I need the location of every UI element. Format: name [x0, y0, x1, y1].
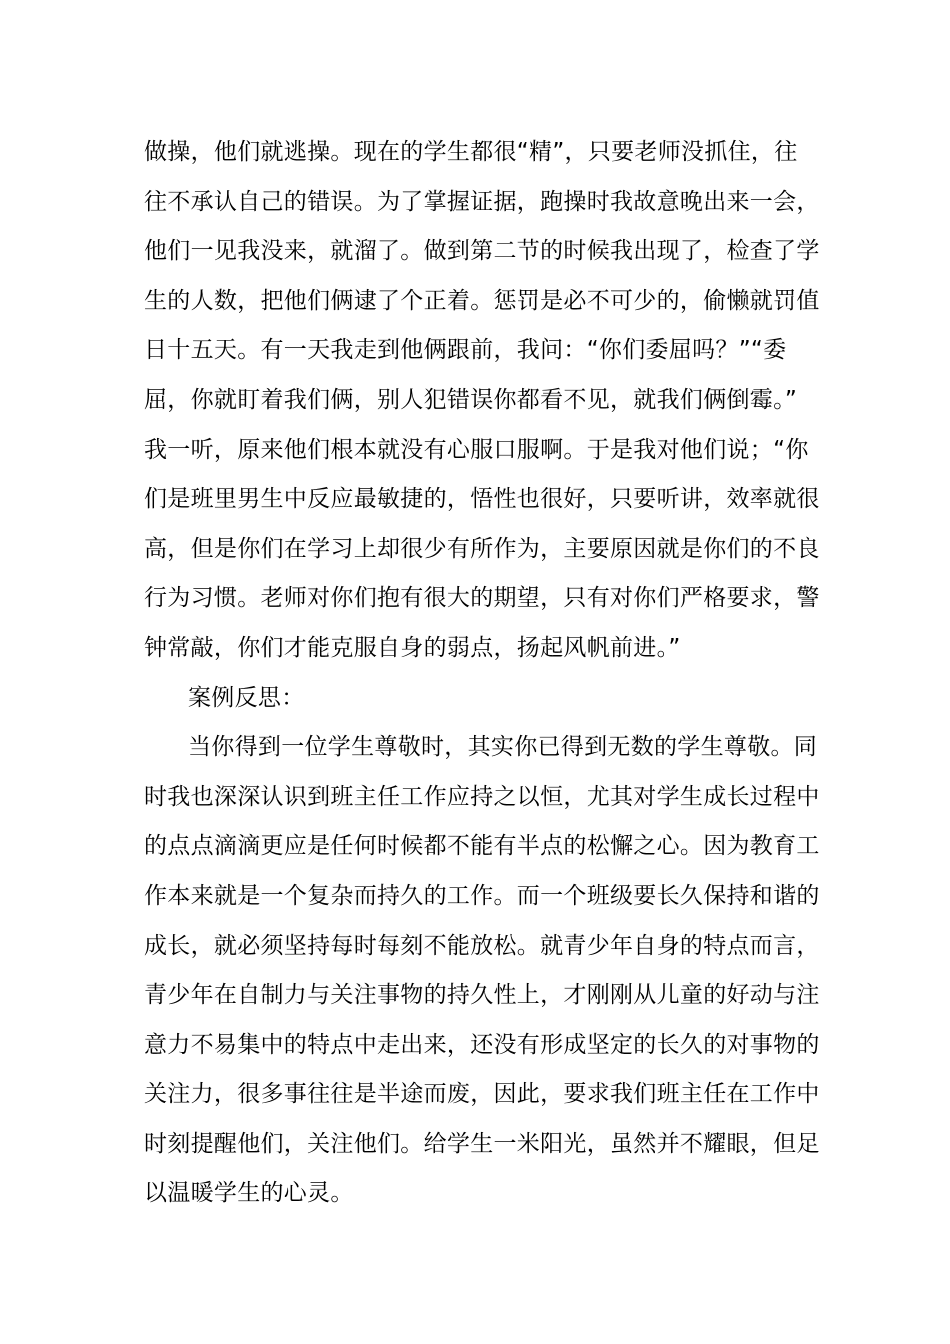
- text-line: 作本来就是一个复杂而持久的工作。而一个班级要长久保持和谐的: [144, 882, 820, 909]
- text-line: 关注力，很多事往往是半途而废，因此，要求我们班主任在工作中: [144, 1081, 820, 1108]
- text-line: 意力不易集中的特点中走出来，还没有形成坚定的长久的对事物的: [144, 1031, 820, 1058]
- text-line: 他们一见我没来，就溜了。做到第二节的时候我出现了，检查了学: [144, 238, 820, 265]
- text-line: 往不承认自己的错误。为了掌握证据，跑操时我故意晚出来一会，: [144, 188, 820, 215]
- text-line: 我一听，原来他们根本就没有心服口服啊。于是我对他们说；“你: [144, 436, 809, 463]
- text-line: 的点点滴滴更应是任何时候都不能有半点的松懈之心。因为教育工: [144, 833, 820, 860]
- text-line: 们是班里男生中反应最敏捷的，悟性也很好，只要听讲，效率就很: [144, 486, 820, 513]
- text-line: 钟常敲，你们才能克服自身的弱点，扬起风帆前进。”: [144, 634, 681, 661]
- text-line: 屈，你就盯着我们俩，别人犯错误你都看不见，就我们俩倒霉。”: [144, 386, 798, 413]
- text-line: 生的人数，把他们俩逮了个正着。惩罚是必不可少的，偷懒就罚值: [144, 287, 820, 314]
- text-line: 时刻提醒他们，关注他们。给学生一米阳光，虽然并不耀眼，但足: [144, 1130, 820, 1157]
- paragraph-2: [144, 723, 820, 1219]
- text-line: 高，但是你们在学习上却很少有所作为，主要原因就是你们的不良: [144, 535, 820, 562]
- text-line: 当你得到一位学生尊敬时，其实你已得到无数的学生尊敬。同: [188, 734, 818, 761]
- text-line: 日十五天。有一天我走到他俩跟前，我问：“你们委屈吗？”“委: [144, 337, 787, 364]
- text-line: 以温暖学生的心灵。: [144, 1180, 354, 1207]
- document-body: [144, 128, 820, 1219]
- text-line: 青少年在自制力与关注事物的持久性上，才刚刚从儿童的好动与注: [144, 982, 820, 1009]
- section-heading: 案例反思：: [188, 684, 305, 711]
- paragraph-1: [144, 128, 820, 674]
- text-line: 行为习惯。老师对你们抱有很大的期望，只有对你们严格要求，警: [144, 585, 820, 612]
- text-line: 成长，就必须坚持每时每刻不能放松。就青少年自身的特点而言，: [144, 932, 820, 959]
- text-line: 时我也深深认识到班主任工作应持之以恒，尤其对学生成长过程中: [144, 783, 820, 810]
- text-line: 做操，他们就逃操。现在的学生都很“精”，只要老师没抓住，往: [144, 139, 798, 165]
